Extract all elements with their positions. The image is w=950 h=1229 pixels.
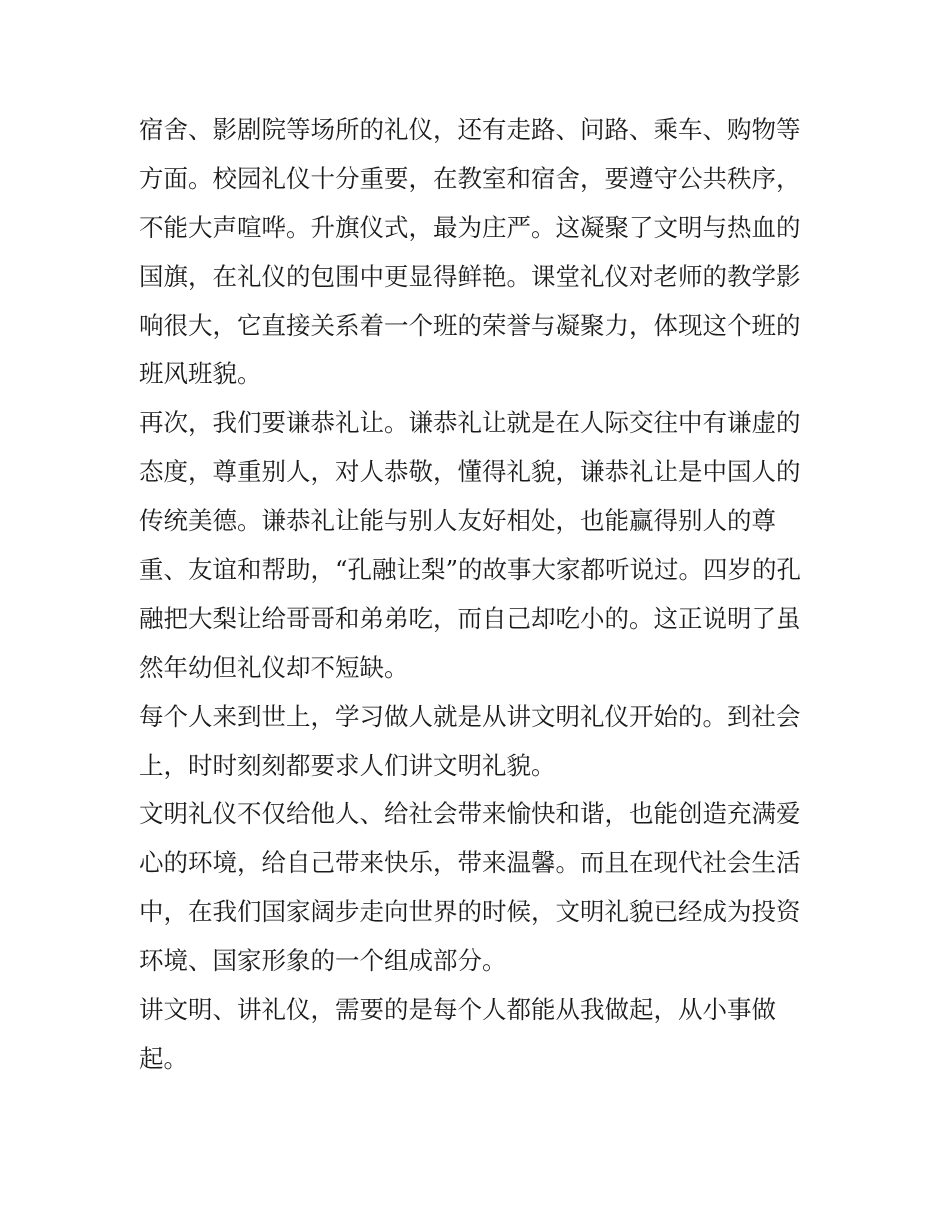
paragraph-benefits: [139, 790, 819, 986]
text-line: 上，时时刻刻都要求人们讲文明礼貌。: [139, 750, 556, 780]
text-line: 宿舍、影剧院等场所的礼仪，还有走路、问路、乘车、购物等: [139, 115, 801, 144]
text-line: 环境、国家形象的一个组成部分。: [139, 946, 507, 976]
text-line: 响很大，它直接关系着一个班的荣誉与凝聚力，体现这个班的: [139, 310, 801, 340]
text-line: 心的环境，给自己带来快乐，带来温馨。而且在现代社会生活: [139, 848, 801, 878]
text-line: 然年幼但礼仪却不短缺。: [139, 652, 409, 682]
text-line: 态度，尊重别人，对人恭敬，懂得礼貌，谦恭礼让是中国人的: [139, 457, 801, 487]
text-line: 文明礼仪不仅给他人、给社会带来愉快和谐，也能创造充满爱: [139, 799, 801, 829]
paragraph-campus-etiquette: [139, 106, 819, 399]
text-line: 重、友谊和帮助，“孔融让梨”的故事大家都听说过。四岁的孔: [139, 555, 802, 585]
paragraph-learning-manners: [139, 693, 819, 791]
text-line: 方面。校园礼仪十分重要，在教室和宿舍，要遵守公共秩序，: [139, 163, 801, 193]
text-line: 班风班貌。: [139, 359, 262, 389]
paragraph-modesty: [139, 399, 819, 692]
text-line: 讲文明、讲礼仪，需要的是每个人都能从我做起，从小事做: [139, 995, 776, 1025]
text-line: 不能大声喧哗。升旗仪式，最为庄严。这凝聚了文明与热血的: [139, 212, 801, 242]
text-line: 传统美德。谦恭礼让能与别人友好相处，也能赢得别人的尊: [139, 506, 776, 536]
text-line: 融把大梨让给哥哥和弟弟吃，而自己却吃小的。这正说明了虽: [139, 603, 801, 633]
text-line: 国旗，在礼仪的包围中更显得鲜艳。课堂礼仪对老师的教学影: [139, 261, 801, 291]
text-line: 起。: [139, 1043, 188, 1073]
paragraph-conclusion: [139, 986, 819, 1084]
text-line: 中，在我们国家阔步走向世界的时候，文明礼貌已经成为投资: [139, 897, 801, 927]
text-line: 再次，我们要谦恭礼让。谦恭礼让就是在人际交往中有谦虚的: [139, 408, 801, 438]
document-body: [139, 106, 819, 1084]
text-line: 每个人来到世上，学习做人就是从讲文明礼仪开始的。到社会: [139, 701, 801, 731]
